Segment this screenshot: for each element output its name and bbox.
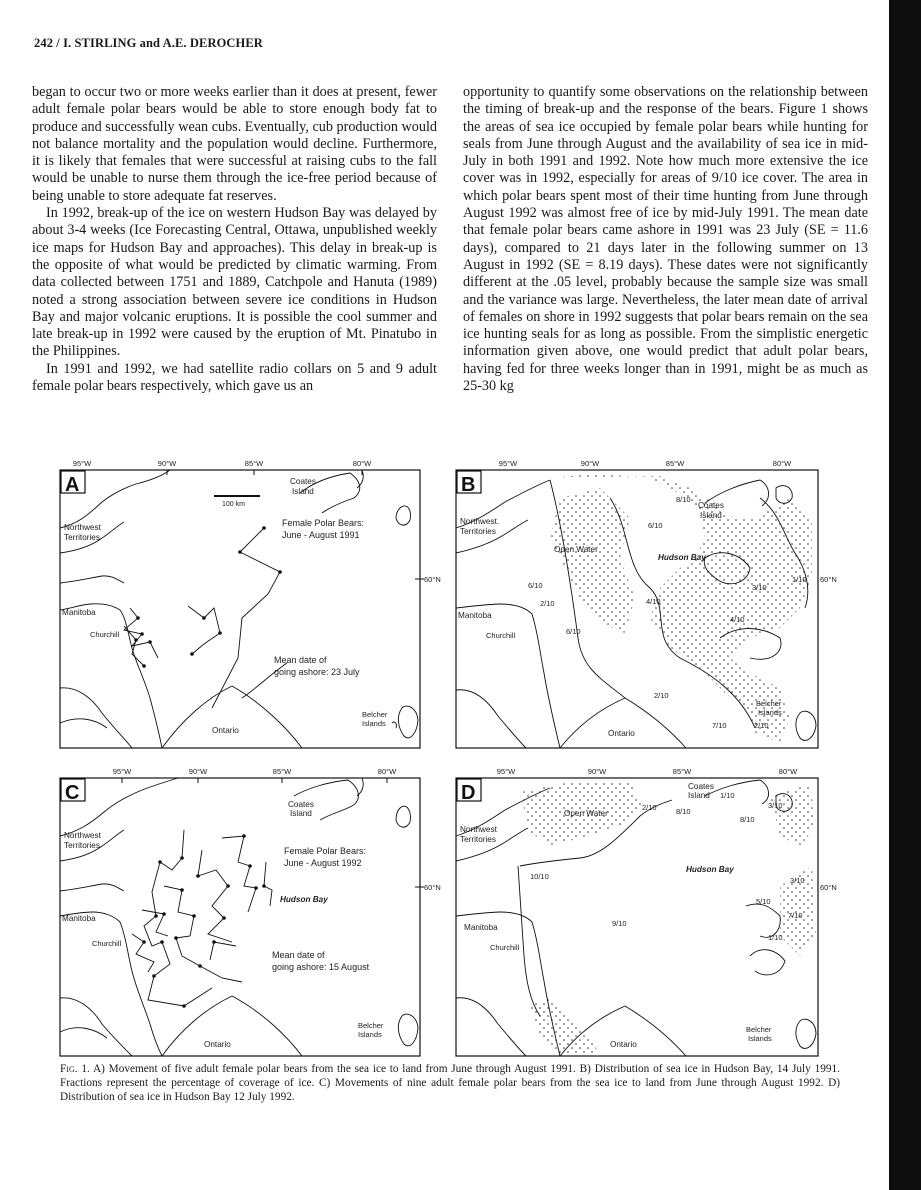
svg-text:10/10: 10/10 bbox=[530, 872, 549, 881]
map-a bbox=[32, 458, 449, 755]
svg-text:8/10: 8/10 bbox=[676, 495, 691, 504]
place-label: Open Water bbox=[564, 809, 608, 818]
longitude-label: 85°W bbox=[672, 767, 692, 776]
place-label: Manitoba bbox=[62, 608, 96, 617]
place-label: Ontario bbox=[212, 726, 239, 735]
longitude-label: 95°W bbox=[72, 459, 92, 468]
body-column-left bbox=[32, 84, 437, 395]
place-label: Territories bbox=[460, 835, 496, 844]
place-label: Island bbox=[688, 791, 710, 800]
place-label: Belcher bbox=[362, 710, 388, 719]
figure-caption-text: A) Movement of five adult female polar bears from the sea ice to land from June through August 1991. B) Distribution of sea ice in Hudson Bay, 14 July 1991. Fractions represent the percentage of coverage of ice. C) Movements of nine adult female polar bears from the sea ice to land from June through August 1992. D) Distribution of sea ice in Hudson Bay 12 July 1992. bbox=[60, 1063, 840, 1103]
map-d bbox=[450, 766, 867, 1063]
panel-letter: A bbox=[65, 474, 80, 496]
svg-text:6/10: 6/10 bbox=[528, 581, 543, 590]
mean-date-label: Mean date of bbox=[272, 950, 325, 960]
latitude-label: 60°N bbox=[424, 883, 441, 892]
longitude-label: 80°W bbox=[772, 459, 792, 468]
place-label: Coates bbox=[288, 800, 314, 809]
map-frame bbox=[60, 470, 420, 748]
longitude-label: 80°W bbox=[377, 767, 397, 776]
panel-letter: B bbox=[461, 474, 476, 496]
place-label: Coates bbox=[688, 782, 714, 791]
paragraph: began to occur two or more weeks earlier than it does at present, fewer adult female polar bears would be able to store enough body fat to produce and successfully wean cubs. Eventually, cub production would not balance mortality and the population would decline. Furthermore, it is likely that females that were successful at raising cubs to the fall would be unable to nurse them through the ice-free period because of being unable to store adequate fat reserves. bbox=[32, 84, 437, 204]
svg-text:6/10: 6/10 bbox=[566, 627, 581, 636]
coastline bbox=[456, 780, 816, 1056]
svg-text:2/10: 2/10 bbox=[754, 721, 769, 730]
paragraph: opportunity to quantify some observations on the relationship between the timing of break-up and the response of the bears. Figure 1 shows the areas of sea ice occupied by female polar bears while hunting for seals from June through August and the availability of sea ice in mid-July in both 1991 and 1992. Note how much more extensive the ice cover was in 1992, especially for areas of 9/10 ice cover. The area in which polar bears spent most of their time hunting from June through August 1992 was almost free of ice by mid-July 1991. The mean date that female polar bears came ashore in 1991 was 23 July (SE = 11.6 days), compared to 21 days later in the following summer on 13 August in 1992 (SE = 8.19 days). These dates were not significantly different at the .05 level, probably because the sample size was small and the variance was large. Nevertheless, the later mean date of arrival of females on shore in 1992 suggests that polar bears remain on the sea ice hunting seals for as long as possible. From the simplistic energetic information given above, one would predict that adult polar bears, having fed for three weeks longer than in 1991, might be as much as 25-30 kg bbox=[463, 84, 868, 395]
longitude-label: 85°W bbox=[665, 459, 685, 468]
place-label: Coates bbox=[290, 477, 316, 486]
place-label: Islands bbox=[758, 708, 782, 717]
place-label: Churchill bbox=[486, 631, 516, 640]
page-edge bbox=[889, 0, 921, 1190]
svg-text:5/10: 5/10 bbox=[756, 897, 771, 906]
mean-date-label: going ashore: 15 August bbox=[272, 962, 370, 972]
svg-text:4/10: 4/10 bbox=[646, 597, 661, 606]
place-label: Open Water bbox=[554, 545, 598, 554]
svg-text:7/10: 7/10 bbox=[788, 911, 803, 920]
place-label: Island bbox=[700, 511, 722, 520]
place-label: Manitoba bbox=[458, 611, 492, 620]
place-label: Churchill bbox=[92, 939, 122, 948]
latitude-label: 60°N bbox=[424, 575, 441, 584]
svg-text:7/10: 7/10 bbox=[712, 721, 727, 730]
paragraph: In 1992, break-up of the ice on western Hudson Bay was delayed by about 3-4 weeks (Ice Forecasting Central, Ottawa, unpublished weekly ice maps for Hudson Bay and approaches). This delay in break-up is the opposite of what would be predicted by climatic warming. From data collected between 1751 and 1889, Catchpole and Hanuta (1989) noted a strong association between severe ice conditions in Hudson Bay and major volcanic eruptions. It is possible the cool summer and late break-up in 1992 were caused by the eruption of Mt. Pinatubo in the Philippines. bbox=[32, 205, 437, 360]
longitude-label: 85°W bbox=[272, 767, 292, 776]
legend-title: Female Polar Bears: bbox=[284, 846, 367, 856]
place-label: Manitoba bbox=[62, 914, 96, 923]
latitude-label: 60°N bbox=[820, 575, 837, 584]
place-label: Territories bbox=[64, 533, 100, 542]
longitude-label: 95°W bbox=[112, 767, 132, 776]
svg-text:8/10: 8/10 bbox=[740, 815, 755, 824]
paragraph: In 1991 and 1992, we had satellite radio collars on 5 and 9 adult female polar bears respectively, which gave us an bbox=[32, 360, 437, 395]
place-label: Islands bbox=[362, 719, 386, 728]
latitude-label: 60°N bbox=[820, 883, 837, 892]
place-label: Hudson Bay bbox=[658, 553, 706, 562]
coastline bbox=[60, 470, 418, 748]
svg-text:2/10: 2/10 bbox=[654, 691, 669, 700]
place-label: Islands bbox=[358, 1030, 382, 1039]
open-water-area bbox=[530, 996, 600, 1056]
place-label: Northwest bbox=[64, 523, 101, 532]
place-label: Coates bbox=[698, 501, 724, 510]
longitude-label: 95°W bbox=[498, 459, 518, 468]
longitude-label: 90°W bbox=[580, 459, 600, 468]
svg-text:3/10: 3/10 bbox=[752, 583, 767, 592]
panel-letter: D bbox=[461, 782, 476, 804]
longitude-label: 90°W bbox=[157, 459, 177, 468]
place-label: Territories bbox=[64, 841, 100, 850]
svg-text:100 km: 100 km bbox=[222, 501, 245, 508]
longitude-label: 95°W bbox=[496, 767, 516, 776]
place-label: Northwest bbox=[64, 831, 101, 840]
svg-text:2/10: 2/10 bbox=[642, 803, 657, 812]
figure-panel-a bbox=[32, 458, 449, 755]
svg-text:9/10: 9/10 bbox=[612, 919, 627, 928]
longitude-label: 85°W bbox=[244, 459, 264, 468]
mean-date-label: Mean date of bbox=[274, 655, 327, 665]
body-column-right bbox=[463, 84, 868, 395]
legend-period: June - August 1991 bbox=[282, 530, 360, 540]
place-label: Churchill bbox=[90, 630, 120, 639]
place-label: Belcher bbox=[756, 699, 782, 708]
legend-period: June - August 1992 bbox=[284, 858, 362, 868]
mean-date-label: going ashore: 23 July bbox=[274, 667, 360, 677]
track-points bbox=[134, 526, 282, 668]
svg-text:1/10: 1/10 bbox=[768, 933, 783, 942]
svg-text:3/10: 3/10 bbox=[768, 801, 783, 810]
longitude-label: 80°W bbox=[778, 767, 798, 776]
svg-text:3/10: 3/10 bbox=[790, 876, 805, 885]
place-label: Manitoba bbox=[464, 923, 498, 932]
place-label: Hudson Bay bbox=[280, 895, 328, 904]
coastline bbox=[60, 778, 418, 1056]
place-label: Northwest. bbox=[460, 517, 500, 526]
figure-panel-d bbox=[450, 766, 867, 1063]
place-label: Northwest bbox=[460, 825, 497, 834]
place-label: Hudson Bay bbox=[686, 865, 734, 874]
longitude-label: 90°W bbox=[587, 767, 607, 776]
longitude-label: 90°W bbox=[188, 767, 208, 776]
place-label: Islands bbox=[748, 1034, 772, 1043]
figure-caption bbox=[60, 1062, 840, 1104]
place-label: Ontario bbox=[204, 1040, 231, 1049]
place-label: Churchill bbox=[490, 943, 520, 952]
place-label: Island bbox=[292, 487, 314, 496]
figure-panel-b bbox=[450, 458, 867, 755]
bear-tracks bbox=[124, 528, 280, 708]
ice-cover-area bbox=[550, 488, 635, 633]
map-b bbox=[450, 458, 867, 755]
place-label: Ontario bbox=[608, 729, 635, 738]
svg-text:1/10: 1/10 bbox=[792, 575, 807, 584]
place-label: Territories bbox=[460, 527, 496, 536]
place-label: Ontario bbox=[610, 1040, 637, 1049]
figure-caption-label: Fig. 1. bbox=[60, 1063, 90, 1075]
bear-tracks bbox=[132, 830, 272, 1006]
place-label: Belcher bbox=[746, 1025, 772, 1034]
svg-text:4/10: 4/10 bbox=[730, 615, 745, 624]
figure-panel-c bbox=[32, 766, 449, 1063]
scale-bar bbox=[214, 496, 260, 508]
svg-text:8/10: 8/10 bbox=[676, 807, 691, 816]
svg-text:2/10: 2/10 bbox=[540, 599, 555, 608]
map-frame bbox=[456, 778, 818, 1056]
place-label: Island bbox=[290, 809, 312, 818]
ice-cover-area bbox=[770, 784, 816, 846]
place-label: Belcher bbox=[358, 1021, 384, 1030]
map-c bbox=[32, 766, 449, 1063]
svg-text:6/10: 6/10 bbox=[648, 521, 663, 530]
longitude-label: 80°W bbox=[352, 459, 372, 468]
panel-letter: C bbox=[65, 782, 80, 804]
legend-title: Female Polar Bears: bbox=[282, 518, 365, 528]
running-head: 242 / I. STIRLING and A.E. DEROCHER bbox=[34, 36, 263, 50]
svg-text:1/10: 1/10 bbox=[720, 791, 735, 800]
